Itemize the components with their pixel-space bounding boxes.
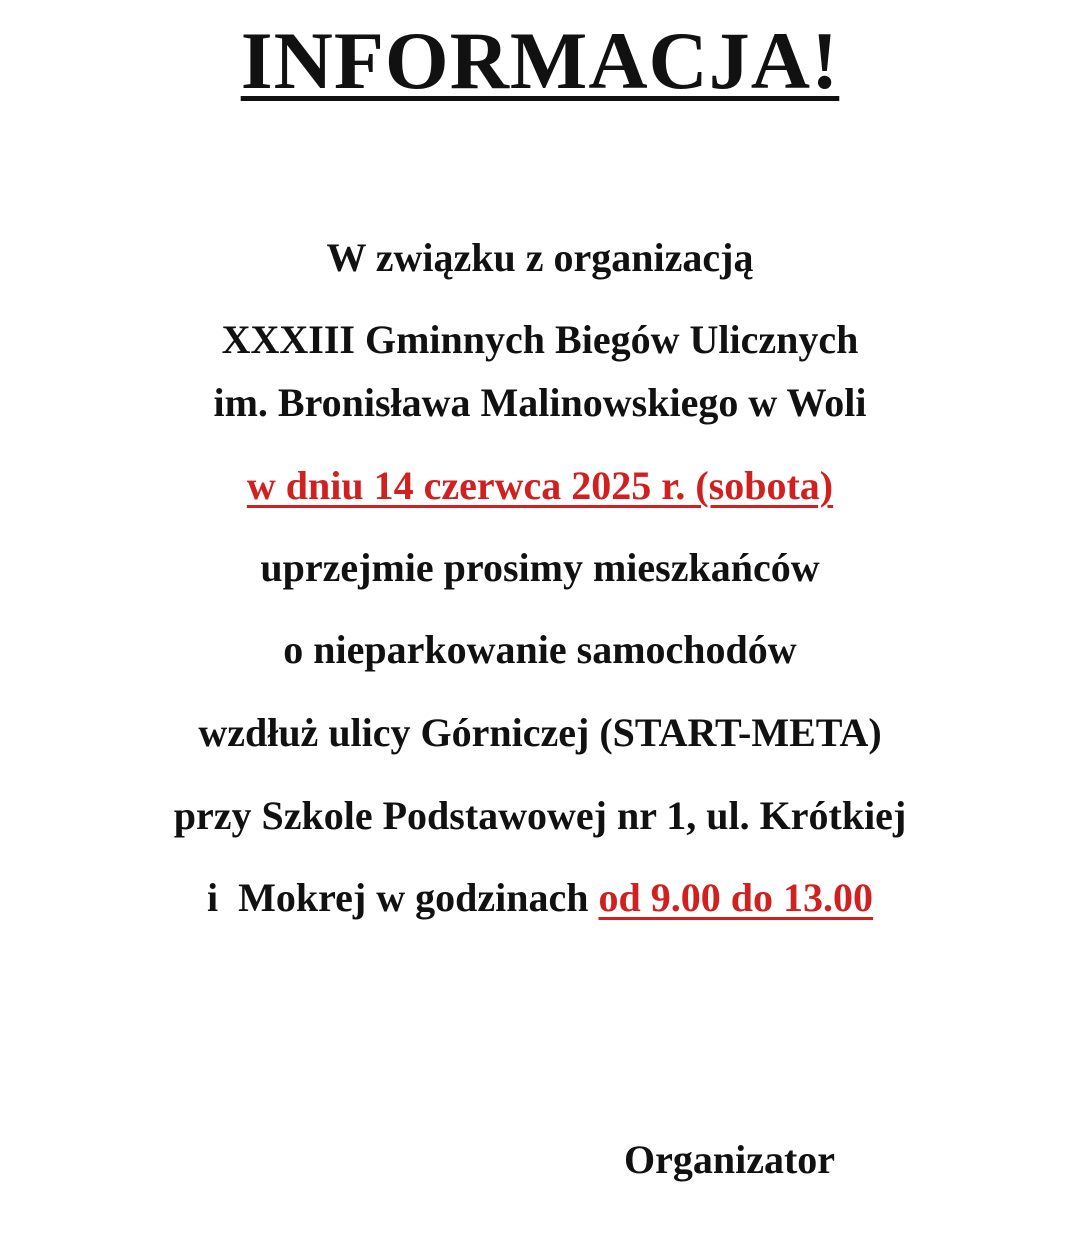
hours-highlight: od 9.00 do 13.00 [598, 875, 873, 920]
school-line: przy Szkole Podstawowej nr 1, ul. Krótkiej [173, 793, 907, 838]
no-parking-line: o nieparkowanie samochodów [283, 627, 797, 672]
event-name-line: XXXIII Gminnych Biegów Ulicznych [221, 317, 859, 362]
hours-prefix: i Mokrej w godzinach [207, 875, 589, 920]
notice-title [0, 15, 1080, 106]
street-line: wzdłuż ulicy Górniczej (START-META) [198, 710, 882, 755]
hours-line [0, 875, 1080, 920]
organizer-signature: Organizator [624, 1137, 836, 1182]
intro-line: W związku z organizacją [326, 235, 754, 280]
event-patron-line: im. Bronisława Malinowskiego w Woli [213, 380, 867, 425]
request-line: uprzejmie prosimy mieszkańców [260, 545, 820, 590]
notice-title-text: INFORMACJA! [240, 15, 840, 106]
date-line [0, 463, 1080, 508]
event-date-highlight: w dniu 14 czerwca 2025 r. (sobota) [246, 463, 834, 508]
